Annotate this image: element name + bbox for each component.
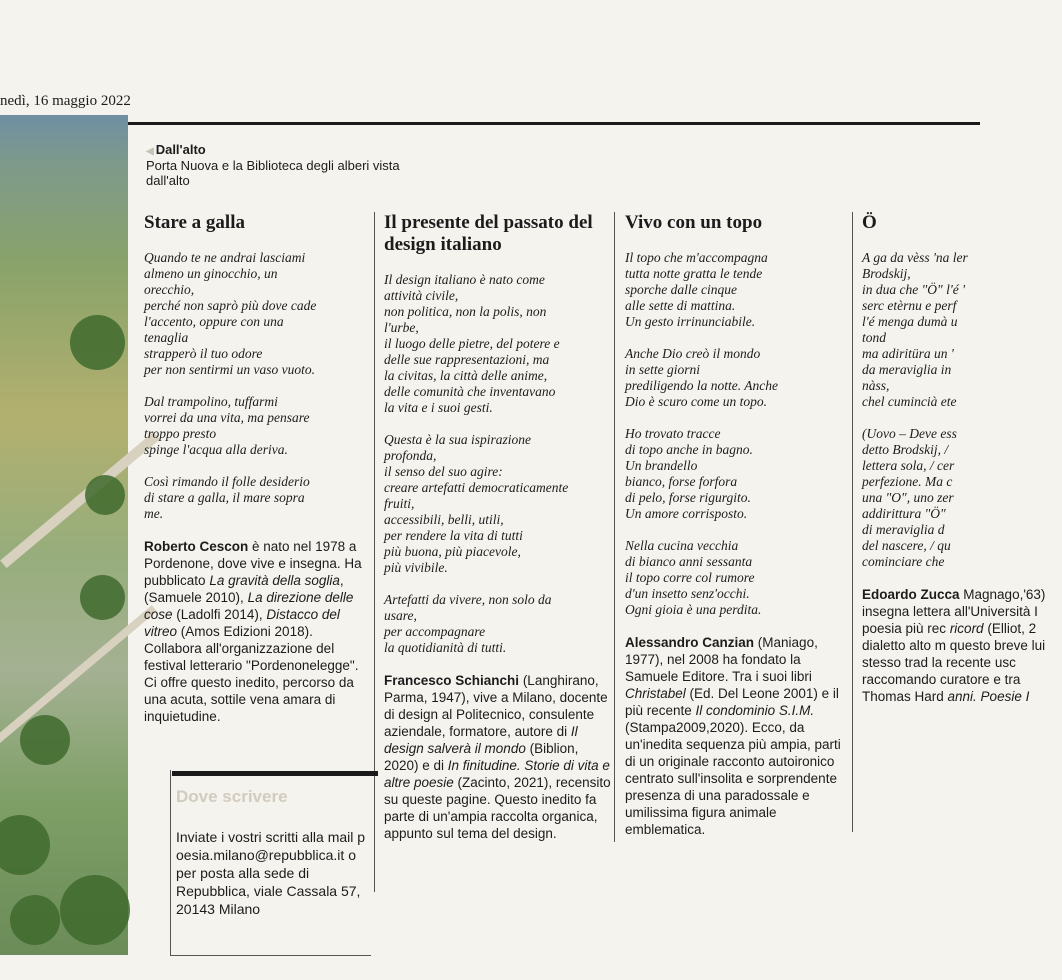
poem-line: più vivibile. (384, 560, 448, 575)
poem-stanza (384, 272, 616, 416)
poem-line: nàss, (862, 378, 890, 393)
poem-line: accessibili, belli, utili, (384, 512, 504, 527)
caption-title (146, 142, 206, 157)
poem-column-1 (144, 212, 366, 725)
submit-rule (172, 771, 378, 776)
poem-text (384, 272, 616, 656)
poem-line: l'urbe, (384, 320, 419, 335)
poem-line: bianco, forse forfora (625, 474, 738, 489)
poem-line: tenaglia (144, 330, 189, 345)
poem-line: perché non saprò più dove cade (144, 298, 317, 313)
submit-text (176, 828, 366, 918)
poem-stanza (862, 250, 1062, 410)
poem-line: da meraviglia in (862, 362, 952, 377)
poem-line: fruiti, (384, 496, 415, 511)
poem-line: in dua che "Ö" l'é ' (862, 282, 965, 297)
poem-stanza (625, 426, 845, 522)
poem-line: il topo corre col rumore (625, 570, 755, 585)
poem-line: del nascere, / qu (862, 538, 951, 553)
poem-line: Ogni gioia è una perdita. (625, 602, 762, 617)
poem-line: tutta notte gratta le tende (625, 266, 763, 281)
poem-stanza (862, 426, 1062, 570)
poem-line: tond (862, 330, 887, 345)
poem-line: Artefatti da vivere, non solo da (384, 592, 552, 607)
poem-column-2 (384, 212, 616, 842)
column-divider (852, 212, 853, 832)
poem-line: Anche Dio creò il mondo (625, 346, 761, 361)
poem-line: serc etèrnu e perf (862, 298, 957, 313)
bio-text: (Amos Edizioni 2018). Collabora all'organizzazione del festival letterario "Pordenonelegge". Ci offre questo inedito, percorso da una acuta, sottile vena amara di inquietudine. (144, 624, 359, 724)
poem-line: prediligendo la notte. Anche (625, 378, 778, 393)
book-title: Il condominio S.I.M. (695, 703, 815, 718)
poem-line: almeno un ginocchio, un (144, 266, 278, 281)
author-bio (144, 538, 366, 725)
poem-line: per accompagnare (384, 624, 486, 639)
poem-column-3 (625, 212, 845, 838)
poem-text (862, 250, 1062, 570)
poem-line: creare artefatti democraticamente (384, 480, 569, 495)
page-date: nedì, 16 maggio 2022 (0, 93, 131, 109)
poem-line: ma adiritüra un ' (862, 346, 954, 361)
column-divider (614, 212, 615, 842)
poem-line: me. (144, 506, 164, 521)
caption-text: Porta Nuova e la Biblioteca degli alberi vista dall'alto (146, 158, 400, 188)
poem-line: d'un insetto senz'occhi. (625, 586, 750, 601)
poem-line: (Uovo – Deve ess (862, 426, 957, 441)
bio-text: (Elliot, 2 dialetto alto m questo breve lui stesso trad la recente usc raccomando curatore e tra Thomas Hard (862, 621, 1046, 704)
book-title: La direzione delle cose (144, 590, 354, 622)
poem-line: la quotidianità di tutti. (384, 640, 507, 655)
book-title: Christabel (625, 686, 686, 701)
poem-line: di meraviglia d (862, 522, 945, 537)
photo-tree (0, 815, 50, 875)
poem-line: vorrei da una vita, ma pensare (144, 410, 310, 425)
poem-title: Vivo con un topo (625, 212, 763, 233)
poem-line: perfezione. Ma c (862, 474, 953, 489)
book-title: ricord (949, 621, 984, 636)
caption-title-text: Dall'alto (155, 142, 206, 157)
poem-line: più buona, più piacevole, (384, 544, 521, 559)
poem-line: Dal trampolino, tuffarmi (144, 394, 278, 409)
poem-stanza (625, 346, 845, 410)
poem-line: Il topo che m'accompagna (625, 250, 768, 265)
book-title: In finitudine. Storie di vita e altre poesie (384, 758, 610, 790)
poem-line: Ho trovato tracce (625, 426, 721, 441)
poem-line: cominciare che (862, 554, 945, 569)
bio-text: (Maniago, 1977), nel 2008 ha fondato la Samuele Editore. Tra i suoi libri (625, 635, 818, 684)
poem-line: la vita e i suoi gesti. (384, 400, 493, 415)
poem-line: alle sette di mattina. (625, 298, 736, 313)
poem-line: addirittura "Ö" (862, 506, 946, 521)
poem-stanza (144, 474, 366, 522)
submit-address: o per posta alla sede di Repubblica, viale Cassala 57, 20143 Milano (176, 847, 361, 917)
author-bio (625, 634, 845, 838)
author-bio (862, 586, 1062, 705)
submit-title: Dove scrivere (176, 787, 288, 806)
photo-tree (85, 475, 125, 515)
caption-arrow-icon: ◀ (146, 146, 154, 157)
author-name: Alessandro Canzian (625, 635, 755, 650)
poem-line: di stare a galla, il mare sopra (144, 490, 305, 505)
poem-line: di pelo, forse rigurgito. (625, 490, 751, 505)
poem-line: una "O", uno zer (862, 490, 954, 505)
poem-line: l'accento, oppure con una (144, 314, 284, 329)
poem-line: di topo anche in bagno. (625, 442, 753, 457)
poem-stanza (384, 432, 616, 576)
poem-line: Così rimando il folle desiderio (144, 474, 310, 489)
poem-stanza (625, 250, 845, 330)
poem-line: A ga da vèss 'na ler (862, 250, 968, 265)
poem-line: usare, (384, 608, 417, 623)
poem-line: Questa è la sua ispirazione (384, 432, 531, 447)
poem-line: di bianco anni sessanta (625, 554, 753, 569)
poem-line: Un gesto irrinunciabile. (625, 314, 756, 329)
bio-text: (Ladolfi 2014), (172, 607, 267, 622)
poem-line: Brodskij, (862, 266, 911, 281)
poem-line: Un brandello (625, 458, 698, 473)
poem-title: Ö (862, 212, 877, 233)
submit-line: Inviate i vostri scritti alla mail (176, 829, 354, 845)
author-bio (384, 672, 616, 842)
book-title: La gravità della soglia (209, 573, 340, 588)
poem-line: detto Brodskij, / (862, 442, 949, 457)
poem-line: Nella cucina vecchia (625, 538, 739, 553)
poem-line: il senso del suo agire: (384, 464, 503, 479)
poem-line: strapperò il tuo odore (144, 346, 263, 361)
poem-line: la civitas, la città delle anime, (384, 368, 548, 383)
poem-line: Un amore corrisposto. (625, 506, 748, 521)
poem-stanza (384, 592, 616, 656)
poem-line: per non sentirmi un vaso vuoto. (144, 362, 315, 377)
photo-tree (20, 715, 70, 765)
poem-title: Il presente del passato del design italiano (384, 212, 593, 255)
poem-line: spinge l'acqua alla deriva. (144, 442, 288, 457)
photo-tree (80, 575, 125, 620)
bio-text: (Stampa2009,2020). Ecco, da un'inedita sequenza più ampia, parti di un originale racconto autoironico centrato sull'insolita e sorprendente presenza di una paradossale e umilissima figura animale emblematica. (625, 720, 841, 837)
poem-line: delle comunità che inventavano (384, 384, 556, 399)
submit-email[interactable]: poesia.milano@repubblica.it (176, 829, 366, 863)
poem-column-4 (862, 212, 1062, 705)
photo-tree (70, 315, 125, 370)
poem-line: profonda, (384, 448, 437, 463)
author-name: Francesco Schianchi (384, 673, 520, 688)
poem-line: non politica, non la polis, non (384, 304, 547, 319)
poem-line: attività civile, (384, 288, 459, 303)
author-name: Roberto Cescon (144, 539, 249, 554)
bio-text: è nato nel 1978 a Pordenone, dove vive e insegna. Ha pubblicato (144, 539, 362, 588)
author-name: Edoardo Zucca (862, 587, 960, 602)
poem-stanza (144, 394, 366, 458)
book-title: Il design salverà il mondo (384, 724, 578, 756)
poem-stanza (144, 250, 366, 378)
poem-line: lettera sola, / cer (862, 458, 955, 473)
poem-title: Stare a galla (144, 212, 245, 233)
bio-text: (Langhirano, Parma, 1947), vive a Milano, docente di design al Politecnico, consulente aziendale, formatore, autore di (384, 673, 608, 739)
poem-line: in sette giorni (625, 362, 700, 377)
poem-line: Il design italiano è nato come (384, 272, 545, 287)
header-rule (0, 122, 980, 125)
book-title: anni. Poesie I (947, 689, 1030, 704)
poem-line: sporche dalle cinque (625, 282, 737, 297)
poem-line: il luogo delle pietre, del potere e (384, 336, 560, 351)
poem-text (625, 250, 845, 618)
book-title: Distacco del vitreo (144, 607, 340, 639)
poem-line: chel cumincià ete (862, 394, 957, 409)
bio-text: , (Samuele 2010), (144, 573, 344, 605)
bio-text: (Ed. Del Leone 2001) e il più recente (625, 686, 839, 718)
poem-line: Dio è scuro come un topo. (625, 394, 767, 409)
poem-line: l'é menga dumà u (862, 314, 958, 329)
poem-line: delle sue rappresentazioni, ma (384, 352, 550, 367)
poem-text (144, 250, 366, 522)
bio-text: Magnago,'63) insegna lettera all'Università I poesia più rec (862, 587, 1046, 636)
poem-line: orecchio, (144, 282, 195, 297)
photo-tree (60, 875, 130, 945)
bio-text: (Biblion, 2020) e di (384, 741, 579, 773)
aerial-park-photo (0, 115, 128, 955)
poem-line: Quando te ne andrai lasciami (144, 250, 306, 265)
photo-tree (10, 895, 60, 945)
photo-path (0, 432, 160, 568)
poem-line: troppo presto (144, 426, 217, 441)
poem-stanza (625, 538, 845, 618)
poem-line: per rendere la vita di tutti (384, 528, 523, 543)
column-divider (374, 212, 375, 892)
bio-text: (Zacinto, 2021), recensito su queste pagine. Questo inedito fa parte di un'ampia raccolta organica, appunto sul tema del design. (384, 775, 611, 841)
